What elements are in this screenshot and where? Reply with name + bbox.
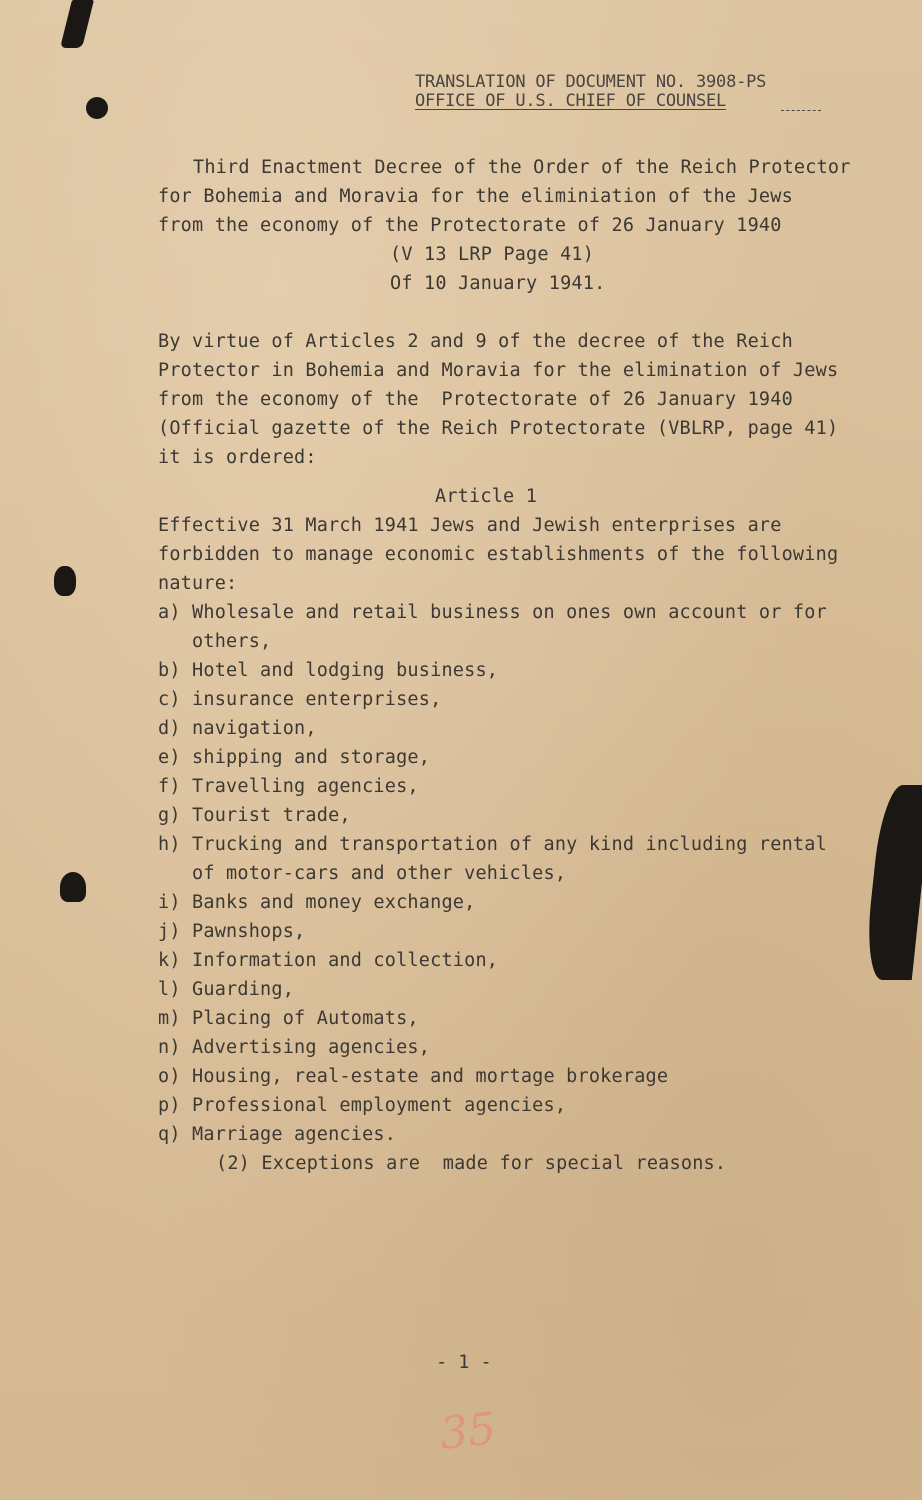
list-item: p) Professional employment agencies, xyxy=(158,1095,567,1116)
corner-ink-mark xyxy=(60,0,94,48)
header-line-1: TRANSLATION OF DOCUMENT NO. 3908-PS xyxy=(415,72,767,92)
list-item: i) Banks and money exchange, xyxy=(158,892,476,913)
punch-hole-middle xyxy=(54,566,76,596)
article-heading: Article 1 xyxy=(435,486,538,507)
list-item: j) Pawnshops, xyxy=(158,921,306,942)
page-number: - 1 - xyxy=(436,1352,492,1373)
header-line-2: OFFICE OF U.S. CHIEF OF COUNSEL xyxy=(415,91,727,111)
preamble-line-1: By virtue of Articles 2 and 9 of the decree of the Reich xyxy=(158,331,793,352)
list-item: m) Placing of Automats, xyxy=(158,1008,419,1029)
list-item: g) Tourist trade, xyxy=(158,805,351,826)
list-item: f) Travelling agencies, xyxy=(158,776,419,797)
list-item: e) shipping and storage, xyxy=(158,747,431,768)
title-line-4: (V 13 LRP Page 41) xyxy=(390,244,595,265)
list-item: c) insurance enterprises, xyxy=(158,689,442,710)
title-line-5: Of 10 January 1941. xyxy=(390,273,606,294)
punch-hole-lower xyxy=(60,872,86,902)
list-item: h) Trucking and transportation of any kind including rental xyxy=(158,834,827,855)
article-intro-line-2: forbidden to manage economic establishments of the following xyxy=(158,544,839,565)
preamble-line-4: (Official gazette of the Reich Protectorate (VBLRP, page 41) xyxy=(158,418,839,439)
list-item: l) Guarding, xyxy=(158,979,295,1000)
exception-clause: (2) Exceptions are made for special reasons. xyxy=(216,1153,727,1174)
list-item: k) Information and collection, xyxy=(158,950,499,971)
list-item: o) Housing, real-estate and mortage brokerage xyxy=(158,1066,669,1087)
list-item: d) navigation, xyxy=(158,718,317,739)
list-item: n) Advertising agencies, xyxy=(158,1037,431,1058)
punch-hole-top xyxy=(86,97,108,119)
preamble-line-5: it is ordered: xyxy=(158,447,317,468)
article-intro-line-1: Effective 31 March 1941 Jews and Jewish enterprises are xyxy=(158,515,782,536)
header-underline-dash xyxy=(781,110,821,111)
list-item: others, xyxy=(158,631,272,652)
article-intro-line-3: nature: xyxy=(158,573,238,594)
list-item: a) Wholesale and retail business on ones own account or for xyxy=(158,602,827,623)
preamble-line-3: from the economy of the Protectorate of 26 January 1940 xyxy=(158,389,793,410)
preamble-line-2: Protector in Bohemia and Moravia for the elimination of Jews xyxy=(158,360,839,381)
title-line-1: Third Enactment Decree of the Order of the Reich Protector xyxy=(193,157,851,178)
stamp-number: 35 xyxy=(437,1403,499,1460)
list-item: b) Hotel and lodging business, xyxy=(158,660,499,681)
list-item: q) Marriage agencies. xyxy=(158,1124,397,1145)
title-line-3: from the economy of the Protectorate of 26 January 1940 xyxy=(158,215,782,236)
right-edge-ink-mark xyxy=(863,785,922,980)
title-line-2: for Bohemia and Moravia for the eliminiation of the Jews xyxy=(158,186,793,207)
list-item: of motor-cars and other vehicles, xyxy=(158,863,567,884)
